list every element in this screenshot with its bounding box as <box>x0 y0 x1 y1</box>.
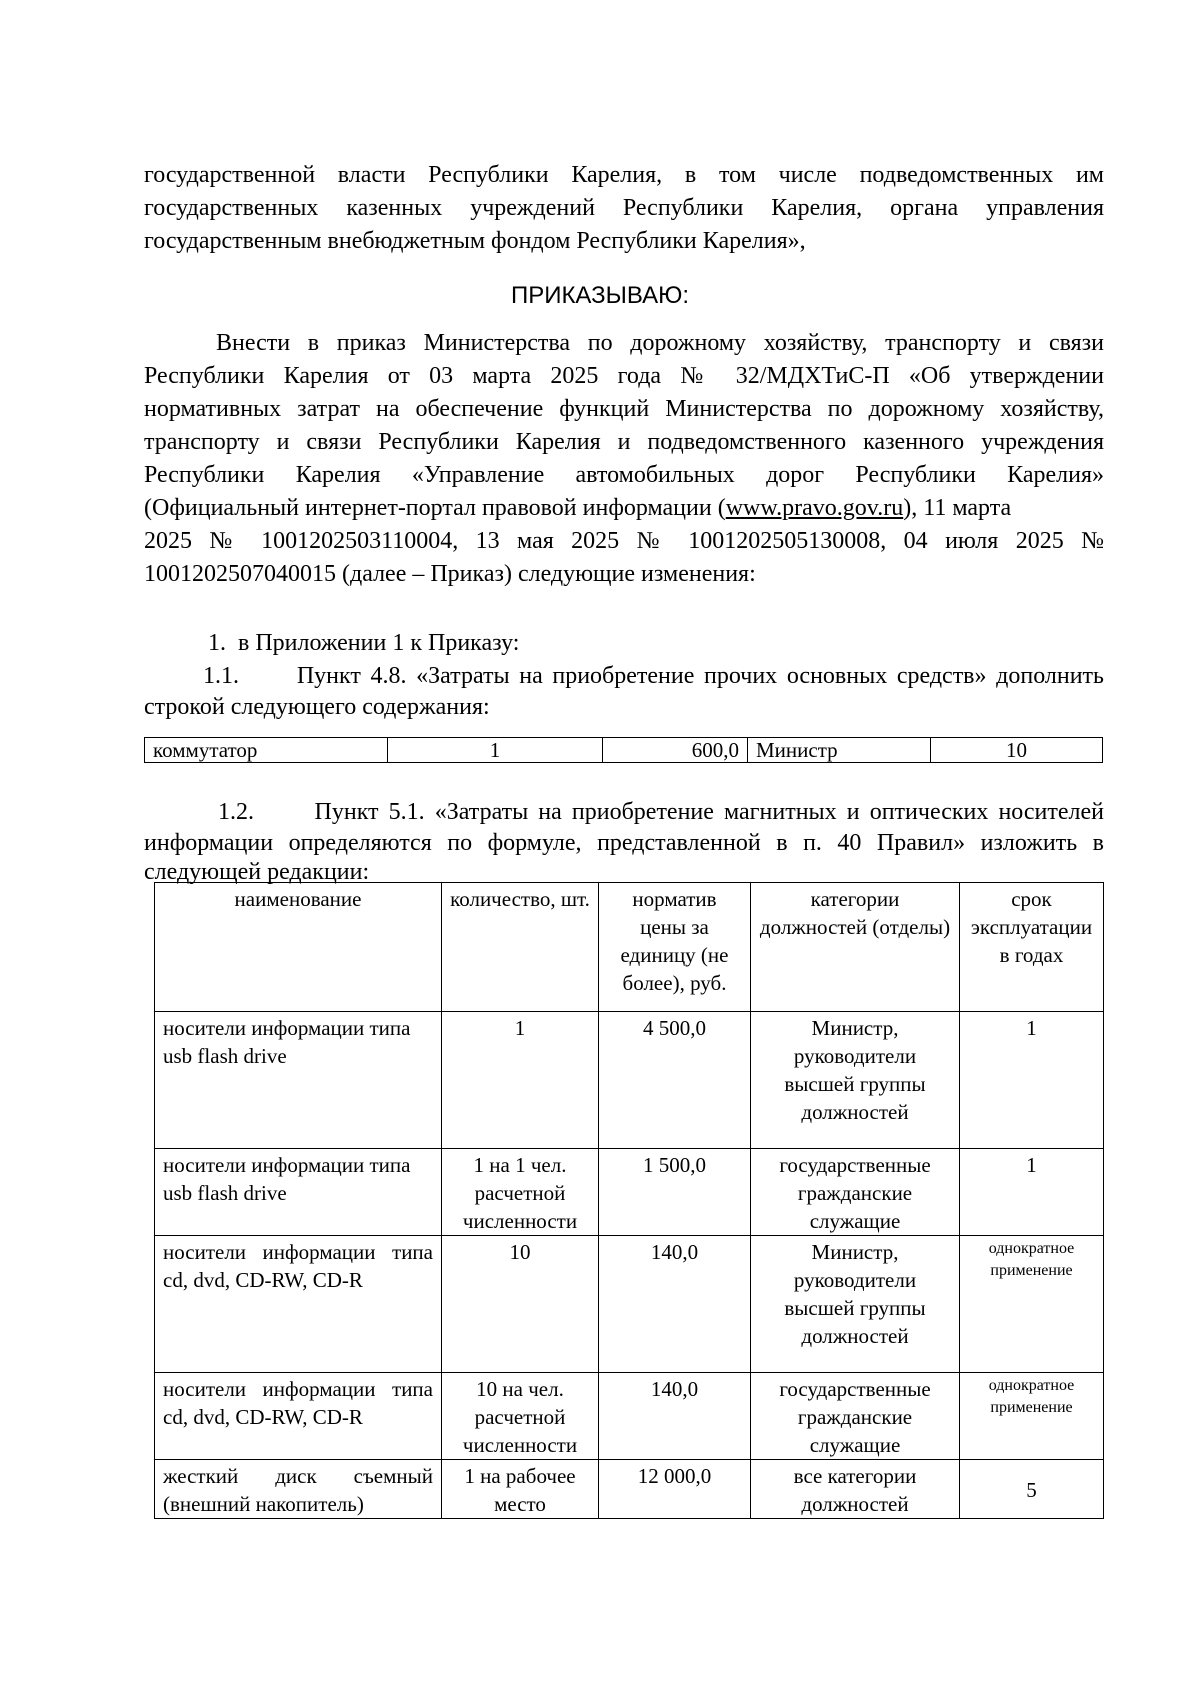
item-1-1-line-2: строкой следующего содержания: <box>144 694 490 720</box>
portal-prefix: (Официальный интернет-портал правовой информации ( <box>144 495 726 521</box>
intro-line-2: государственных казенных учреждений Республики Карелия, органа управления <box>144 195 1104 221</box>
table-1 <box>144 737 1103 763</box>
main-line-7: 2025 № 1001202503110004, 13 мая 2025 № 1001202505130008, 04 июля 2025 № <box>144 528 1104 554</box>
cell-term: однократное применение <box>960 1236 1104 1373</box>
table1-qty: 1 <box>388 738 603 763</box>
item-1-2-line-1: 1.2. Пункт 5.1. «Затраты на приобретение магнитных и оптических носителей <box>218 799 1104 825</box>
cell-category: государственные гражданские служащие <box>751 1373 960 1460</box>
intro-line-1: государственной власти Республики Карелия, в том числе подведомственных им <box>144 162 1104 188</box>
table1-name: коммутатор <box>145 738 388 763</box>
main-line-2: Республики Карелия от 03 марта 2025 года № 32/МДХТиС-П «Об утверждении <box>144 363 1104 389</box>
intro-line-3: государственным внебюджетным фондом Республики Карелия», <box>144 228 806 254</box>
header-category: категории должностей (отделы) <box>751 883 960 1012</box>
cell-qty: 1 <box>442 1012 599 1149</box>
cell-term: 1 <box>960 1149 1104 1236</box>
cell-price: 12 000,0 <box>599 1460 751 1519</box>
cell-price: 4 500,0 <box>599 1012 751 1149</box>
cell-name: жесткий диск съемный (внешний накопитель) <box>155 1460 442 1519</box>
portal-suffix: ), 11 марта <box>903 495 1012 521</box>
cell-qty: 10 <box>442 1236 599 1373</box>
table1-term: 10 <box>931 738 1103 763</box>
table-row <box>155 1012 1104 1149</box>
cell-qty: 1 на рабочее место <box>442 1460 599 1519</box>
cell-category: государственные гражданские служащие <box>751 1149 960 1236</box>
table-row <box>155 1149 1104 1236</box>
cell-term: однократное применение <box>960 1373 1104 1460</box>
cell-qty: 1 на 1 чел. расчетной численности <box>442 1149 599 1236</box>
cell-name: носители информации типа cd, dvd, CD-RW, CD-R <box>155 1236 442 1373</box>
portal-link[interactable]: www.pravo.gov.ru <box>725 495 904 521</box>
cell-name: носители информации типа usb flash drive <box>155 1012 442 1149</box>
header-qty: количество, шт. <box>442 883 599 1012</box>
item-1: 1. в Приложении 1 к Приказу: <box>208 630 520 656</box>
cell-category: все категории должностей <box>751 1460 960 1519</box>
table-row <box>155 1373 1104 1460</box>
cell-category: Министр, руководители высшей группы должностей <box>751 1012 960 1149</box>
table-row <box>145 738 1103 763</box>
cell-term: 1 <box>960 1012 1104 1149</box>
table1-category: Министр <box>748 738 931 763</box>
cell-name: носители информации типа usb flash drive <box>155 1149 442 1236</box>
cell-price: 140,0 <box>599 1236 751 1373</box>
order-word: ПРИКАЗЫВАЮ: <box>510 282 690 309</box>
cell-price: 1 500,0 <box>599 1149 751 1236</box>
cell-qty: 10 на чел. расчетной численности <box>442 1373 599 1460</box>
table-row <box>155 1236 1104 1373</box>
main-line-4: транспорту и связи Республики Карелия и подведомственного казенного учреждения <box>144 429 1104 455</box>
table1-price: 600,0 <box>603 738 748 763</box>
main-line-1: Внести в приказ Министерства по дорожному хозяйству, транспорту и связи <box>216 330 1104 356</box>
header-term: срок эксплуатации в годах <box>960 883 1104 1012</box>
item-1-2-line-3: следующей редакции: <box>144 859 370 885</box>
main-line-6 <box>144 493 1104 523</box>
table-row <box>155 1460 1104 1519</box>
cell-term: 5 <box>960 1460 1104 1519</box>
header-price: норматив цены за единицу (не более), руб. <box>599 883 751 1012</box>
item-1-1-line-1: 1.1. Пункт 4.8. «Затраты на приобретение прочих основных средств» дополнить <box>203 663 1104 689</box>
cell-name: носители информации типа cd, dvd, CD-RW, CD-R <box>155 1373 442 1460</box>
main-line-3: нормативных затрат на обеспечение функций Министерства по дорожному хозяйству, <box>144 396 1104 422</box>
cell-category: Министр, руководители высшей группы должностей <box>751 1236 960 1373</box>
header-name: наименование <box>155 883 442 1012</box>
main-line-8: 1001202507040015 (далее – Приказ) следующие изменения: <box>144 561 756 587</box>
table-header-row <box>155 883 1104 1012</box>
item-1-2-line-2: информации определяются по формуле, представленной в п. 40 Правил» изложить в <box>144 830 1104 856</box>
cell-price: 140,0 <box>599 1373 751 1460</box>
main-line-5: Республики Карелия «Управление автомобильных дорог Республики Карелия» <box>144 462 1104 488</box>
table-2 <box>154 882 1104 1519</box>
